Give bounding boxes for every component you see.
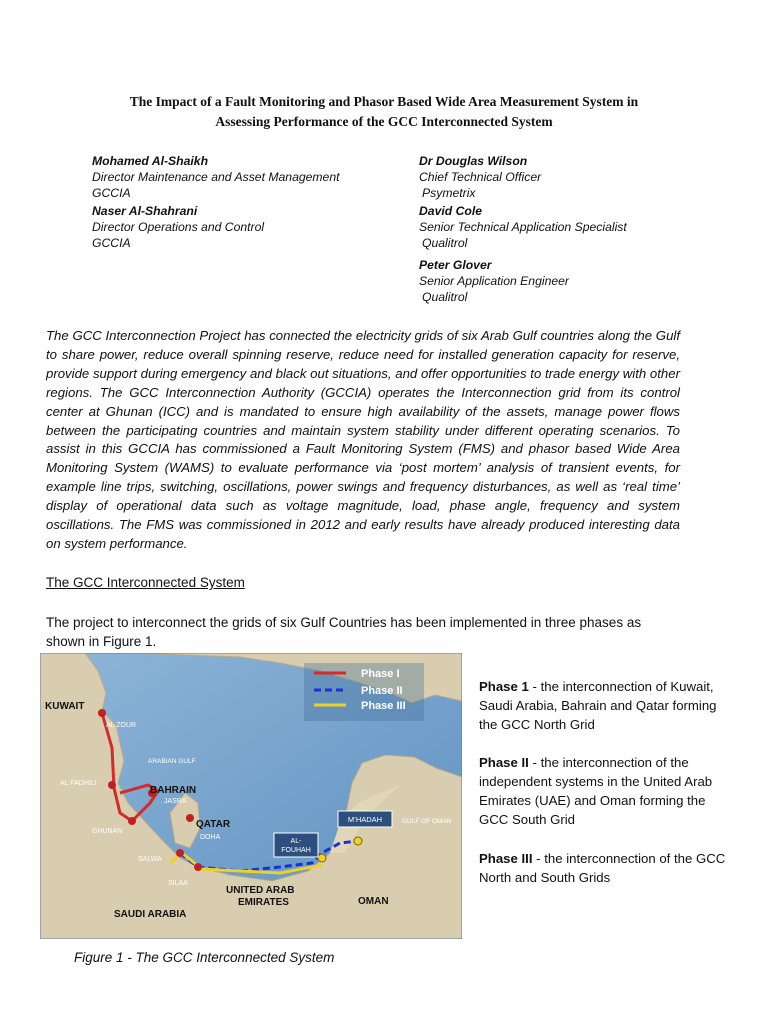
label-al-fouhah-2: FOUHAH	[281, 847, 311, 854]
section-heading: The GCC Interconnected System	[46, 575, 245, 590]
author-name: Dr Douglas Wilson	[419, 154, 528, 168]
phase-2-description	[479, 753, 734, 829]
label-arabian-gulf: ARABIAN GULF	[148, 758, 196, 765]
author-org: Qualitrol	[422, 236, 468, 250]
title-line-2: Assessing Performance of the GCC Interconnected System	[215, 114, 553, 129]
author-block-1	[92, 153, 340, 201]
author-org: Qualitrol	[422, 290, 468, 304]
gcc-map-figure	[40, 653, 462, 939]
phase-2-text: - the interconnection of the independent systems in the United Arab Emirates (UAE) and Oman forming the GCC South Grid	[479, 755, 713, 827]
author-name: Mohamed Al-Shaikh	[92, 154, 209, 168]
label-ghunan: GHUNAN	[92, 828, 123, 835]
label-doha: DOHA	[200, 834, 221, 841]
author-role: Director Maintenance and Asset Management	[92, 170, 340, 184]
author-name: Peter Glover	[419, 258, 492, 272]
substation-al-fouhah	[318, 854, 326, 862]
author-block-3	[419, 153, 541, 201]
author-role: Director Operations and Control	[92, 220, 265, 234]
label-al-fouhah-1: AL-	[290, 838, 302, 845]
legend-phase-3-label: Phase III	[361, 700, 406, 712]
substation-silaa	[194, 863, 202, 871]
author-name: Naser Al-Shahrani	[92, 204, 198, 218]
substation-mhadah	[354, 837, 362, 845]
substation-ghunan	[128, 817, 136, 825]
author-org: GCCIA	[92, 186, 131, 200]
substation-al-fadhili	[108, 781, 116, 789]
label-kuwait: KUWAIT	[45, 701, 85, 712]
phase-1-text: - the interconnection of Kuwait, Saudi Arabia, Bahrain and Qatar forming the GCC North Grid	[479, 679, 717, 732]
label-jasra: JASRA	[164, 798, 187, 805]
figure-caption: Figure 1 - The GCC Interconnected System	[74, 950, 335, 965]
phase-2-label: Phase II	[479, 755, 529, 770]
label-qatar: QATAR	[196, 819, 231, 830]
substation-doha	[186, 814, 194, 822]
label-al-zour: AL ZOUR	[106, 722, 137, 729]
author-org: Psymetrix	[422, 186, 476, 200]
phase-3-text: - the interconnection of the GCC North and South Grids	[479, 851, 726, 885]
label-uae-2: EMIRATES	[238, 897, 289, 908]
label-bahrain: BAHRAIN	[150, 785, 197, 796]
author-role: Chief Technical Officer	[419, 170, 542, 184]
phase-3-description	[479, 849, 734, 887]
phase-3-label: Phase III	[479, 851, 533, 866]
author-role: Senior Technical Application Specialist	[419, 220, 627, 234]
label-salwa: SALWA	[138, 856, 162, 863]
phase-1-label: Phase 1	[479, 679, 529, 694]
label-silaa: SILAA	[168, 880, 188, 887]
label-saudi-arabia: SAUDI ARABIA	[114, 909, 187, 920]
author-block-2	[92, 203, 264, 251]
label-mhadah: M’HADAH	[347, 815, 383, 824]
section-paragraph: The project to interconnect the grids of six Gulf Countries has been implemented in three phases as shown in Figure 1.	[46, 615, 642, 649]
author-org: GCCIA	[92, 236, 131, 250]
label-uae-1: UNITED ARAB	[226, 885, 295, 896]
author-block-5	[419, 257, 569, 305]
label-gulf-of-oman: GULF OF OMAN	[402, 818, 452, 825]
title-line-1: The Impact of a Fault Monitoring and Phasor Based Wide Area Measurement System in	[129, 94, 639, 109]
legend-phase-2-label: Phase II	[361, 685, 403, 697]
phase-1-description	[479, 677, 734, 734]
legend-phase-1-label: Phase I	[361, 668, 400, 680]
label-al-fadhili: AL FADHILI	[60, 780, 97, 787]
label-oman: OMAN	[358, 896, 389, 907]
author-role: Senior Application Engineer	[419, 274, 569, 288]
paper-title	[40, 92, 728, 132]
substation-salwa	[176, 849, 184, 857]
author-name: David Cole	[419, 204, 482, 218]
substation-al-zour	[98, 709, 106, 717]
author-block-4	[419, 203, 627, 251]
abstract: The GCC Interconnection Project has connected the electricity grids of six Arab Gulf countries along the Gulf to share power, reduce overall spinning reserve, reduce need for installed generation capacity for reserve, provide support during emergency and black out situations, and offer opportunities to trade energy with other regions. The GCC Interconnection Authority (GCCIA) operates the Interconnection grid from its control center at Ghunan (ICC) and is mandated to ensure high availability of the assets, manage power flows between the participating countries and maintain system stability under different operating scenarios. To assist in this GCCIA has commissioned a Fault Monitoring System (FMS) and phasor based Wide Area Monitoring System (WAMS) to evaluate performance via ‘post mortem’ analysis of transient events, for example line trips, switching, oscillations, power swings and frequency disturbances, as well as ‘real time’ display of operational data such as voltage magnitude, load, phase angle, frequency and system oscillations. The FMS was commissioned in 2012 and early results have already produced interesting data on system performance.	[46, 328, 680, 551]
